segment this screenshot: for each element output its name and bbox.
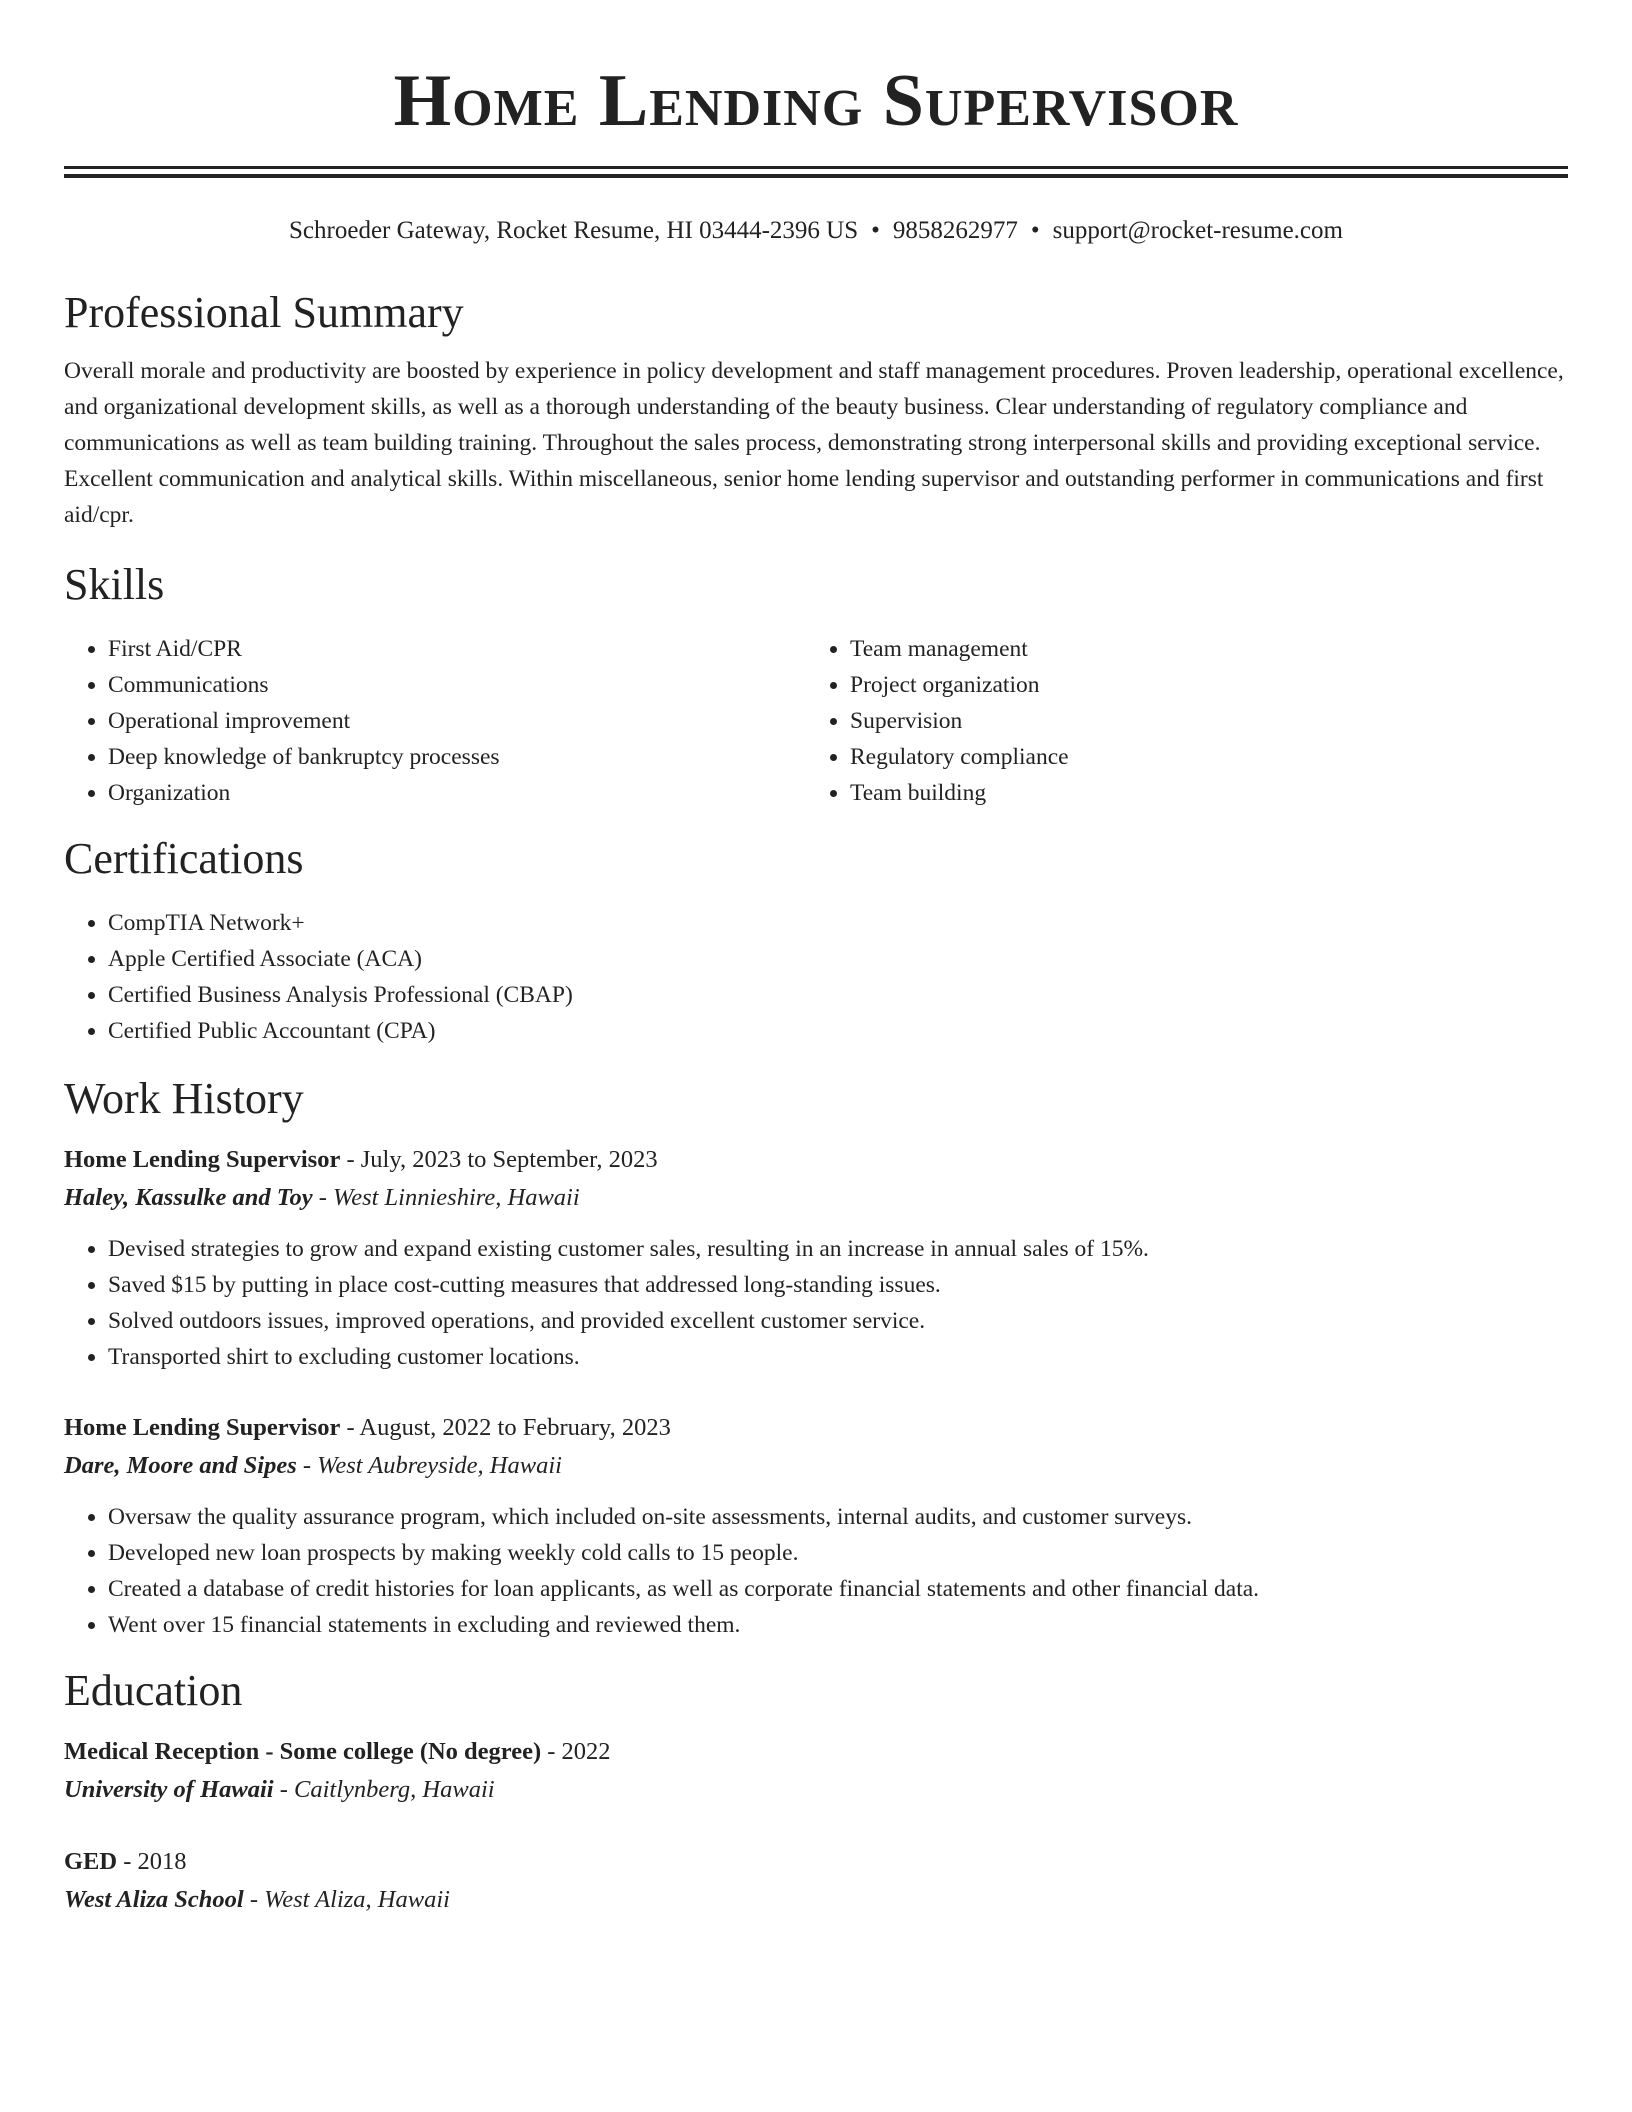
title-rule-top [64,166,1568,169]
job-location: - West Aubreyside, Hawaii [296,1452,562,1479]
education-degree-line [64,1843,1568,1881]
job-entry [64,1141,1568,1375]
job-company: Dare, Moore and Sipes [64,1452,297,1479]
contact-address: Schroeder Gateway, Rocket Resume, HI 03444-2396 US [289,217,859,244]
job-company: Haley, Kassulke and Toy [64,1184,313,1211]
certification-item: • Apple Certified Associate (ACA) [108,941,1568,977]
job-company-line [64,1447,1568,1485]
education-degree: GED [64,1848,118,1875]
skill-item: • Deep knowledge of bankruptcy processes [108,739,806,775]
certification-item: • Certified Public Accountant (CPA) [108,1013,1568,1049]
job-bullet: • Created a database of credit histories for loan applicants, as well as corporate financial statements and other financial data. [108,1571,1568,1607]
job-bullet: • Transported shirt to excluding customer locations. [108,1339,1568,1375]
education-entry [64,1733,1568,1809]
skill-item: • Regulatory compliance [850,739,1548,775]
contact-separator: • [1030,217,1040,244]
job-bullet: • Went over 15 financial statements in excluding and reviewed them. [108,1607,1568,1643]
education-degree: Medical Reception - Some college (No degree) [64,1738,542,1765]
job-bullet: • Solved outdoors issues, improved operations, and provided excellent customer service. [108,1303,1568,1339]
section-heading-certifications: Certifications [64,834,304,883]
skill-item: • Team building [850,775,1548,811]
skills-columns [64,631,1568,811]
job-company-line [64,1179,1568,1217]
certification-item: • Certified Business Analysis Professional (CBAP) [108,977,1568,1013]
education-entry [64,1843,1568,1919]
education-school: University of Hawaii [64,1776,274,1803]
section-heading-education: Education [64,1666,243,1715]
resume-page [64,0,1568,1919]
resume-title: Home Lending Supervisor [393,60,1239,142]
education-degree-line [64,1733,1568,1771]
skills-right-column [806,631,1548,811]
job-title-line [64,1409,1568,1447]
job-bullet: • Oversaw the quality assurance program, which included on-site assessments, internal audits, and customer surveys. [108,1499,1568,1535]
job-dates: - August, 2022 to February, 2023 [340,1414,671,1441]
job-location: - West Linnieshire, Hawaii [312,1184,580,1211]
job-title-line [64,1141,1568,1179]
section-heading-skills: Skills [64,560,165,609]
education-location: - Caitlynberg, Hawaii [273,1776,495,1803]
skill-item: • Communications [108,667,806,703]
summary-text: Overall morale and productivity are boosted by experience in policy development and staff management procedures. Proven leadership, operational excellence, and organizational development skills, as well as a thorough understanding of the beauty business. Clear understanding of regulatory compliance and communications as well as team building training. Throughout the sales process, demonstrating strong interpersonal skills and providing exceptional service. Excellent communication and analytical skills. Within miscellaneous, senior home lending supervisor and outstanding performer in communications and first aid/cpr. [64,358,1564,528]
job-title: Home Lending Supervisor [64,1146,341,1173]
education-year: - 2022 [541,1738,611,1765]
skill-item: • Organization [108,775,806,811]
education-year: - 2018 [117,1848,187,1875]
certification-item: • CompTIA Network+ [108,905,1568,941]
education-location: - West Aliza, Hawaii [243,1886,450,1913]
skill-item: • Project organization [850,667,1548,703]
contact-phone: 9858262977 [892,217,1018,244]
certifications-list [64,905,1568,1049]
skill-item: • Operational improvement [108,703,806,739]
contact-line [64,215,1568,247]
education-school-line [64,1881,1568,1919]
job-bullets [64,1231,1568,1375]
education-school: West Aliza School [64,1886,244,1913]
skill-item: • Supervision [850,703,1548,739]
contact-email: support@rocket-resume.com [1052,217,1343,244]
job-entry [64,1409,1568,1643]
section-heading-summary: Professional Summary [64,288,464,337]
education-school-line [64,1771,1568,1809]
job-bullet: • Devised strategies to grow and expand existing customer sales, resulting in an increase in annual sales of 15%. [108,1231,1568,1267]
section-heading-work-history: Work History [64,1074,304,1123]
title-rule-bottom [64,174,1568,178]
job-dates: - July, 2023 to September, 2023 [340,1146,658,1173]
skill-item: • Team management [850,631,1548,667]
skill-item: • First Aid/CPR [108,631,806,667]
skills-left-column [64,631,806,811]
job-bullets [64,1499,1568,1643]
job-bullet: • Saved $15 by putting in place cost-cutting measures that addressed long-standing issues. [108,1267,1568,1303]
contact-separator: • [871,217,880,244]
job-bullet: • Developed new loan prospects by making weekly cold calls to 15 people. [108,1535,1568,1571]
job-title: Home Lending Supervisor [64,1414,341,1441]
